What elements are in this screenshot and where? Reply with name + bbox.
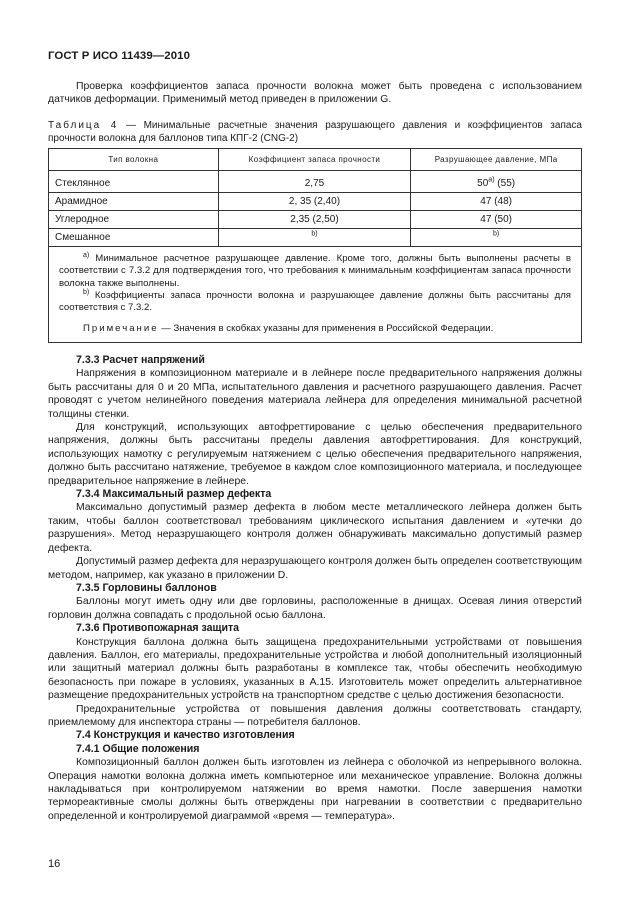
cell-pressure: 50$^{a)}$ (55) — [411, 171, 582, 193]
table-caption — [48, 120, 582, 145]
table-row — [49, 171, 582, 193]
paragraph: Для конструкций, использующих автофреттирование с целью обеспечения предварительного напряжения, должны быть рассчитаны пределы давления автофреттирования. Для конструкций, использующих намотку с регулируемым натяжением с целью обеспечения предварительного напряжения, должно быть рассчитано натяжение, требуемое в каждом слое композиционного материала, и последующее предварительное напряжение в лейнере. — [48, 422, 582, 487]
footnote-b: $^{b)}$ Коэффициенты запаса прочности волокна и разрушающее давление должны быть рассчитаны для соответствия с 7.3.2. — [59, 288, 571, 314]
table-note: Примечание — Значения в скобках указаны для применения в Российской Федерации. — [83, 323, 494, 335]
paragraph: Баллоны могут иметь одну или две горловины, расположенные в днищах. Осевая линия отверстий горловин должна совпадать с продольной осью баллона. — [48, 596, 582, 621]
paragraph: Конструкция баллона должна быть защищена предохранительными устройствами от повышения давления. Баллон, его материалы, предохранительные устройства и любой дополнительный изоляционный или защитный материал должны быть разработаны в комплексе так, чтобы обеспечить необходимую безопасность при пожаре в условиях, указанных в А.15. Изготовитель может определить альтернативное размещение предохранительных устройств на транспортном средстве с целью достижения безопасности. — [48, 636, 582, 702]
section-7-4-1-heading: 7.4.1 Общие положения — [76, 742, 200, 755]
page-number: 16 — [48, 858, 61, 870]
footnote-a: $^{a)}$ Минимальное расчетное разрушающее давление. Кроме того, должны быть выполнены расчеты в соответствии с 7.3.2 для подтверждения того, что требования к минимальным коэффициентам запаса прочности волокна также выполнены. — [59, 251, 571, 289]
cell-type: Углеродное — [49, 211, 219, 229]
footnote-ref-b: b) — [493, 230, 500, 238]
table-row — [49, 229, 582, 247]
table-notes — [49, 247, 582, 343]
table-notes-row — [49, 247, 582, 343]
section-7-3-6-heading: 7.3.6 Противопожарная защита — [76, 622, 240, 635]
paragraph: Предохранительные устройства от повышения давления должны соответствовать стандарту, приемлемому для инспектора страны — потребителя баллонов. — [48, 703, 582, 728]
paragraph: Композиционный баллон должен быть изготовлен из лейнера с оболочкой из непрерывного волокна. Операция намотки волокна должна иметь компьютерное или механическое управление. Волокна должны накладываться при контролируемом натяжении во время намотки. После завершения намотки термореактивные смолы должны быть отверждены при нагревании в соответствии с предварительно определенной и контролируемой диаграммой «время — температура». — [48, 757, 582, 822]
table-row — [49, 193, 582, 211]
cell-factor: 2,75 — [218, 171, 411, 193]
table-row — [49, 211, 582, 229]
header-safety-factor: Коэффициент запаса прочности — [218, 149, 411, 171]
table-caption-text: — Минимальные расчетные значения разрушающего давления и коэффициентов запаса прочности волокна для баллонов типа КПГ-2 (CNG-2) — [48, 120, 582, 144]
paragraph: Максимально допустимый размер дефекта в любом месте металлического лейнера должен быть таким, чтобы баллон соответствовал требованиям циклического испытания давлением и «утечки до разрушения». Метод неразрушающего контроля должен обнаруживать максимально допустимый размер дефекта. — [48, 502, 582, 554]
paragraph: Допустимый размер дефекта для неразрушающего контроля должен быть определен соответствующим методом, например, как указано в приложении D. — [48, 556, 582, 581]
body-text — [48, 354, 582, 823]
header-burst-pressure: Разрушающее давление, МПа — [411, 149, 582, 171]
section-7-3-3-heading: 7.3.3 Расчет напряжений — [76, 354, 205, 366]
footnote-ref-a: a) — [488, 176, 495, 184]
table-4 — [48, 148, 582, 343]
section-7-4-heading: 7.4 Конструкция и качество изготовления — [76, 729, 295, 742]
cell-pressure: 47 (50) — [411, 211, 582, 229]
cell-pressure — [411, 229, 582, 247]
cell-factor — [218, 229, 411, 247]
intro-paragraph: Проверка коэффициентов запаса прочности волокна может быть проведена с использованием датчиков деформации. Применимый метод приведен в приложении G. — [48, 81, 582, 106]
cell-factor: 2, 35 (2,40) — [218, 193, 411, 211]
cell-pressure: 47 (48) — [411, 193, 582, 211]
table-caption-label: Таблица 4 — [48, 120, 119, 131]
cell-factor: 2,35 (2,50) — [218, 211, 411, 229]
document-header: ГОСТ Р ИСО 11439—2010 — [48, 50, 191, 62]
section-7-3-5-heading: 7.3.5 Горловины баллонов — [76, 581, 217, 594]
paragraph: Напряжения в композиционном материале и в лейнере после предварительного напряжения должны быть рассчитаны для 0 и 20 МПа, испытательного давления и расчетного разрушающего давления. Расчет проводят с учетом нелинейного поведения материала лейнера для определения минимальной расчетной толщины стенки. — [48, 368, 582, 420]
table-header-row — [49, 149, 582, 171]
footnote-ref-b: b) — [311, 230, 318, 238]
cell-type: Смешанное — [49, 229, 219, 247]
section-7-3-4-heading: 7.3.4 Максимальный размер дефекта — [76, 488, 272, 501]
cell-type: Арамидное — [49, 193, 219, 211]
intro-block — [48, 80, 582, 107]
cell-type: Стеклянное — [49, 171, 219, 193]
header-fiber-type: Тип волокна — [49, 149, 219, 171]
